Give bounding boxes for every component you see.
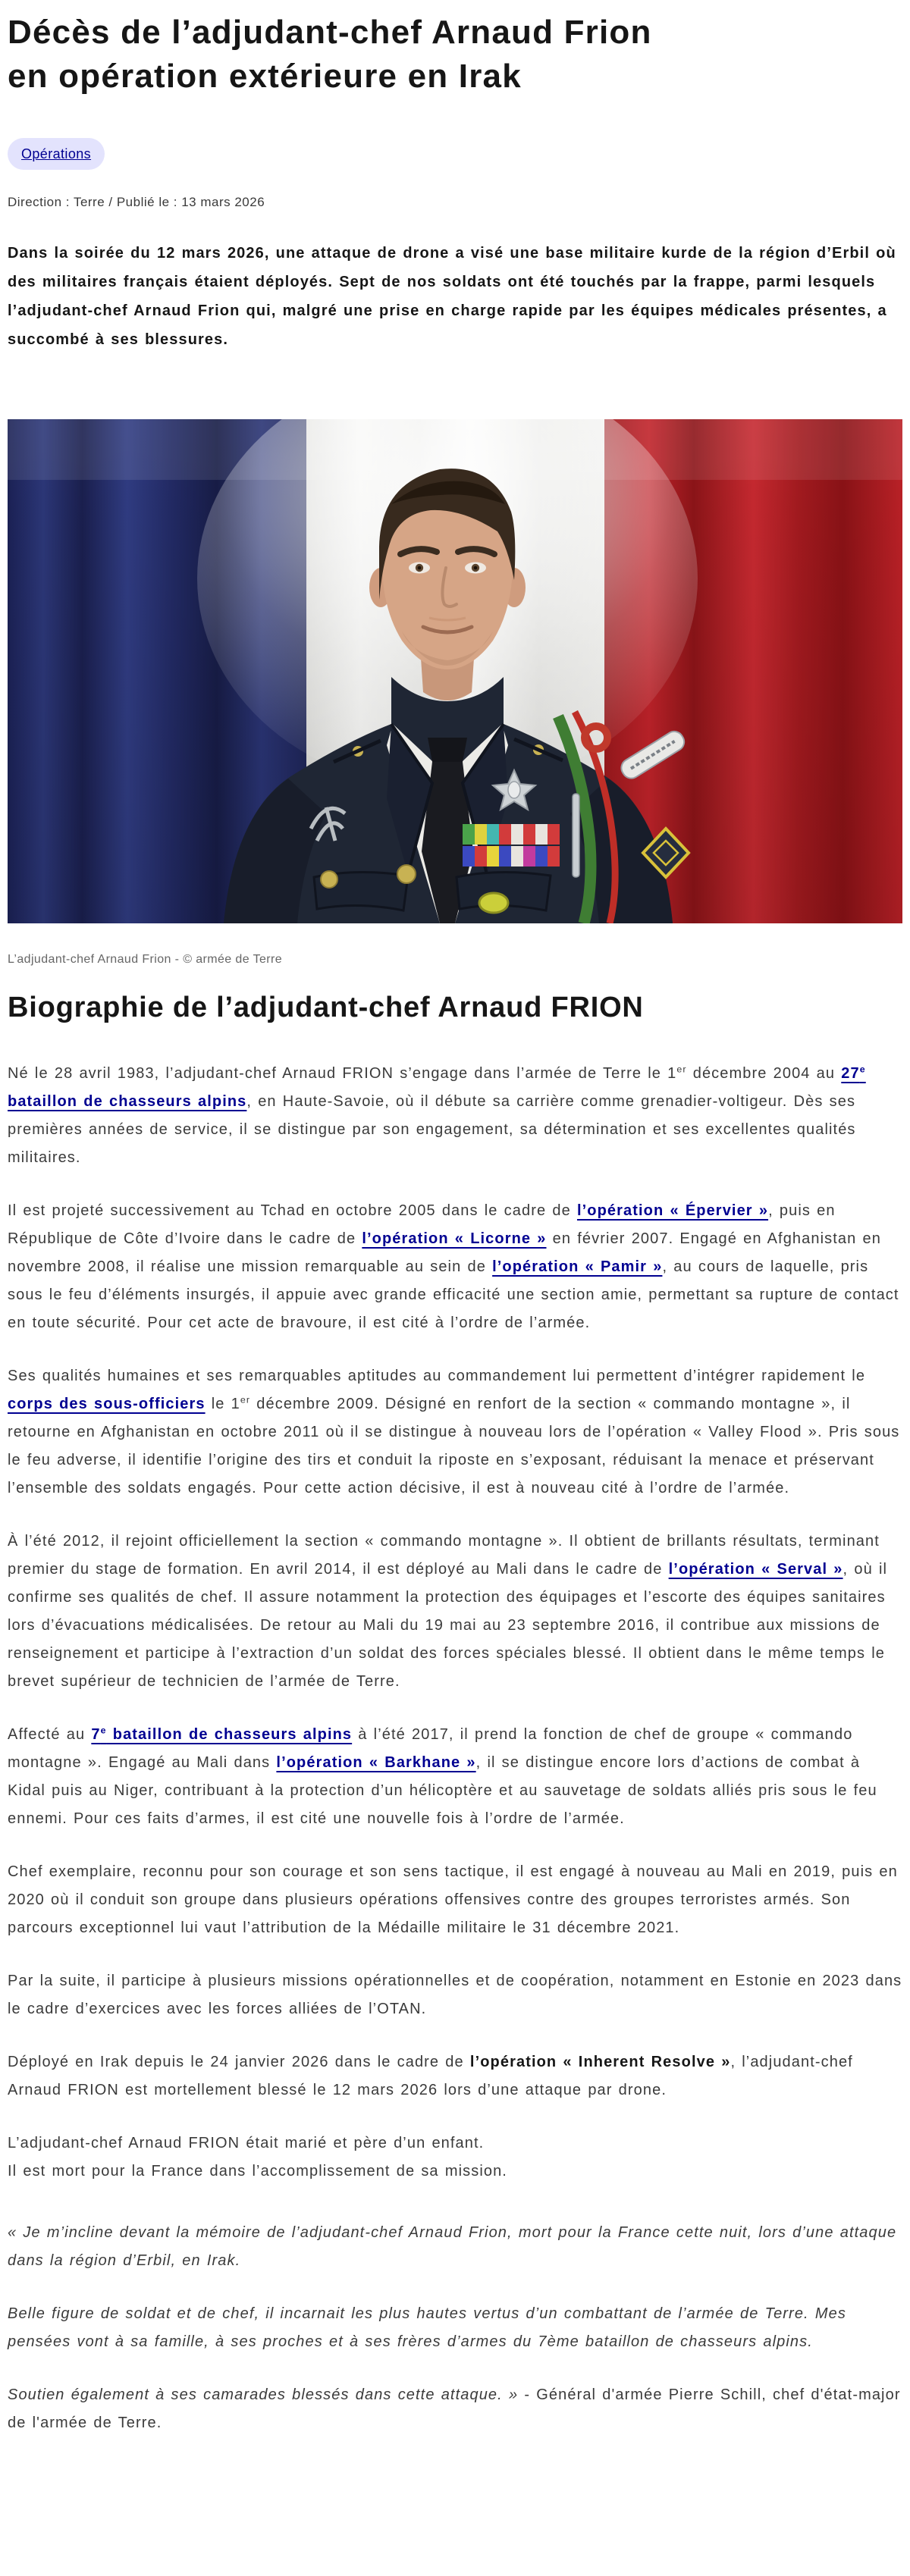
inline-link[interactable]: corps des sous-officiers [8,1396,206,1412]
inline-link[interactable]: 27e bataillon de chasseurs alpins [8,1064,866,1110]
article-paragraph: Par la suite, il participe à plusieurs missions opérationnelles et de coopération, notamment en Estonie en 2023 dans le cadre d’exercices avec les forces alliées de l’OTAN. [8,1973,902,2017]
article [0,11,910,2437]
section-title: Biographie de l’adjudant-chef Arnaud FRION [8,992,644,1023]
inline-link[interactable]: l’opération « Licorne » [362,1230,547,1247]
page-title [8,11,902,99]
article-paragraph: Déployé en Irak depuis le 24 janvier 2026 dans le cadre de l’opération « Inherent Resolve », l’adjudant-chef Arnaud FRION est mortellement blessé le 12 mars 2026 lors d’une attaque par drone. [8,2054,853,2098]
article-meta: Direction : Terre / Publié le : 13 mars 2026 [8,195,265,209]
article-paragraph: Soutien également à ses camarades blessés dans cette attaque. » - Général d'armée Pierre Schill, chef d'état-major de l'armée de Terre. [8,2386,901,2431]
article-paragraph: « Je m’incline devant la mémoire de l’adjudant-chef Arnaud Frion, mort pour la France cette nuit, lors d’une attaque dans la région d’Erbil, en Irak. [8,2224,897,2269]
article-paragraph: À l’été 2012, il rejoint officiellement la section « commando montagne ». Il obtient de brillants résultats, terminant premier du stage de formation. En avril 2014, il est déployé au Mali dans le cadre de l’opération « Serval », où il confirme ses qualités de chef. Il assure notamment la protection des équipages et l’escorte des équipes sanitaires lors d’évacuations médicalisées. De retour au Mali du 19 mai au 23 septembre 2016, il contribue aux missions de renseignement et participe à l’extraction d’un soldat des forces spéciales blessé. Il obtient dans le même temps le brevet supérieur de technicien de l’armée de Terre. [8,1533,888,1690]
article-paragraph: L’adjudant-chef Arnaud FRION était marié et père d’un enfant. Il est mort pour la France dans l’accomplissement de sa mission. [8,2135,507,2180]
article-paragraph: Ses qualités humaines et ses remarquables aptitudes au commandement lui permettent d’intégrer rapidement le corps des sous-officiers le 1er décembre 2009. Désigné en renfort de la section « commando montagne », il retourne en Afghanistan en octobre 2011 où il se distingue à nouveau lors de l’opération « Valley Flood ». Pris sous le feu adverse, il identifie l’origine des tirs et conduit la riposte en s’exposant, réduisant la menace et préservant l’ensemble des soldats engagés. Pour cette action décisive, il est à nouveau cité à l’ordre de l’armée. [8,1368,900,1496]
article-paragraph: Né le 28 avril 1983, l’adjudant-chef Arnaud FRION s’engage dans l’armée de Terre le 1er décembre 2004 au 27e bataillon de chasseurs alpins, en Haute-Savoie, où il débute sa carrière comme grenadier-voltigeur. Dès ses premières années de service, il se distingue par son engagement, sa détermination et ses excellentes qualités militaires. [8,1064,866,1166]
inline-link[interactable]: l’opération « Barkhane » [276,1754,476,1771]
article-intro: Dans la soirée du 12 mars 2026, une attaque de drone a visé une base militaire kurde de la région d’Erbil où des militaires français étaient déployés. Sept de nos soldats ont été touchés par la frappe, parmi lesquels l’adjudant-chef Arnaud Frion qui, malgré une prise en charge rapide par les équipes médicales présentes, a succombé à ses blessures. [8,245,896,348]
article-paragraph: Il est projeté successivement au Tchad en octobre 2005 dans le cadre de l’opération « Épervier », puis en République de Côte d’Ivoire dans le cadre de l’opération « Licorne » en février 2007. Engagé en Afghanistan en novembre 2008, il réalise une mission remarquable au sein de l’opération « Pamir », au cours de laquelle, pris sous le feu d’éléments insurgés, il appuie avec grande efficacité une section amie, permettant sa rupture de contact en toute sécurité. Pour cet acte de bravoure, il est cité à l’ordre de l’armée. [8,1202,899,1331]
article-figure [8,419,902,967]
article-paragraph: Chef exemplaire, reconnu pour son courage et son sens tactique, il est engagé à nouveau au Mali en 2019, puis en 2020 où il conduit son groupe dans plusieurs opérations offensives contre des groupes terroristes armés. Son parcours exceptionnel lui vaut l’attribution de la Médaille militaire le 31 décembre 2021. [8,1863,898,1936]
inline-link[interactable]: l’opération « Pamir » [492,1258,663,1275]
attribution-text: - Général d'armée Pierre Schill, chef d'état-major de l'armée de Terre. [8,2386,901,2431]
article-paragraph: Affecté au 7e bataillon de chasseurs alpins à l’été 2017, il prend la fonction de chef de groupe « commando montagne ». Engagé au Mali dans l’opération « Barkhane », il se distingue encore lors d’actions de combat à Kidal puis au Niger, contribuant à la protection d’un hélicoptère et au sauvetage de soldats alliés pris sous le feu ennemi. Pour ces faits d’armes, il est cité une nouvelle fois à l’ordre de l’armée. [8,1725,877,1827]
inline-link[interactable]: l’opération « Serval » [668,1561,843,1578]
tag-operations[interactable]: Opérations [8,138,105,170]
bold-text: l’opération « Inherent Resolve » [469,2054,731,2070]
page-title-line-2: en opération extérieure en Irak [8,58,522,95]
article-paragraph: Belle figure de soldat et de chef, il incarnait les plus hautes vertus d’un combattant de l’armée de Terre. Mes pensées vont à sa famille, à ses proches et à ses frères d’armes du 7ème bataillon de chasseurs alpins. [8,2305,846,2350]
portrait-photo-french-flag [8,419,902,923]
image-caption: L’adjudant-chef Arnaud Frion - © armée de Terre [8,953,283,966]
article-body [8,1060,902,2437]
inline-link[interactable]: 7e bataillon de chasseurs alpins [91,1725,353,1743]
inline-link[interactable]: l’opération « Épervier » [576,1202,769,1219]
page-title-line-1: Décès de l’adjudant-chef Arnaud Frion [8,14,652,51]
